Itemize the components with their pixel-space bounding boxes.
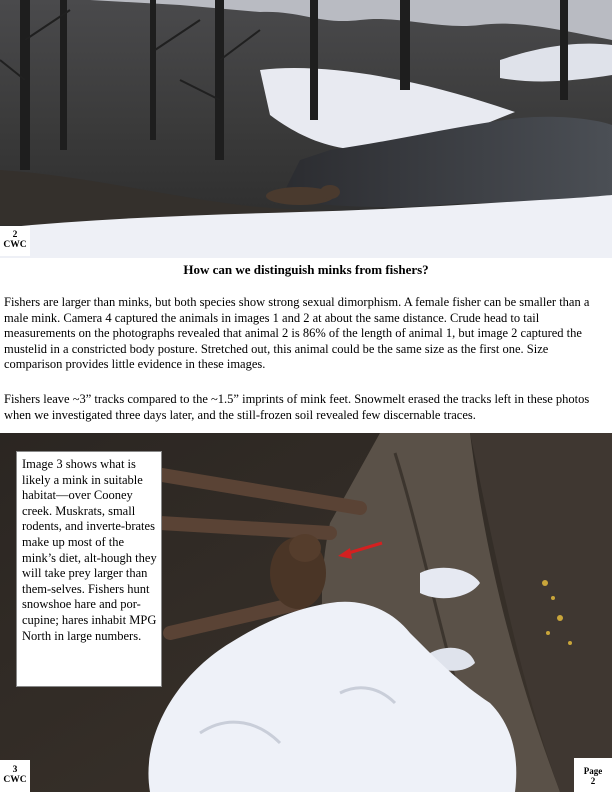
photo2-caption-code: CWC — [3, 775, 27, 785]
photo2-caption — [0, 760, 30, 792]
paragraph-tracks: Fishers leave ~3” tracks compared to the ~1.5” imprints of mink feet. Snowmelt erased the tracks left in these photos when we investigated three days later, and the still-frozen soil revealed few discernable traces. — [4, 392, 590, 422]
page-label: Page — [583, 766, 603, 776]
stream-photo-graphic — [0, 0, 612, 258]
section-heading: How can we distinguish minks from fishers? — [183, 262, 429, 277]
photo3-callout: Image 3 shows what is likely a mink in suitable habitat—over Cooney creek. Muskrats, small rodents, and inverte-brates make up most of the mink’s diet, alt-hough they will take prey larger than them-selves. Fishers hunt snowshoe hare and por-cupine; hares inhabit MPG North in large numbers. — [16, 451, 162, 687]
photo-stream-mink — [0, 0, 612, 258]
photo2-caption-number: 3 — [12, 765, 18, 775]
photo1-caption-number: 2 — [12, 230, 18, 240]
photo1-caption-code: CWC — [3, 240, 27, 250]
page-number-value: 2 — [590, 776, 596, 786]
paragraph-size-comparison: Fishers are larger than minks, but both species show strong sexual dimorphism. A female fisher can be smaller than a male mink. Camera 4 captured the animals in images 1 and 2 at about the same distance. Crude head to tail measurements on the photographs revealed that animal 2 is 86% of the length of animal 1, but image 2 captured the mustelid in a constricted body posture. Stretched out, this animal could be the same size as the first one. Size comparison provides little evidence in these images. — [4, 295, 590, 371]
page-number — [574, 758, 612, 792]
photo1-caption — [0, 226, 30, 256]
